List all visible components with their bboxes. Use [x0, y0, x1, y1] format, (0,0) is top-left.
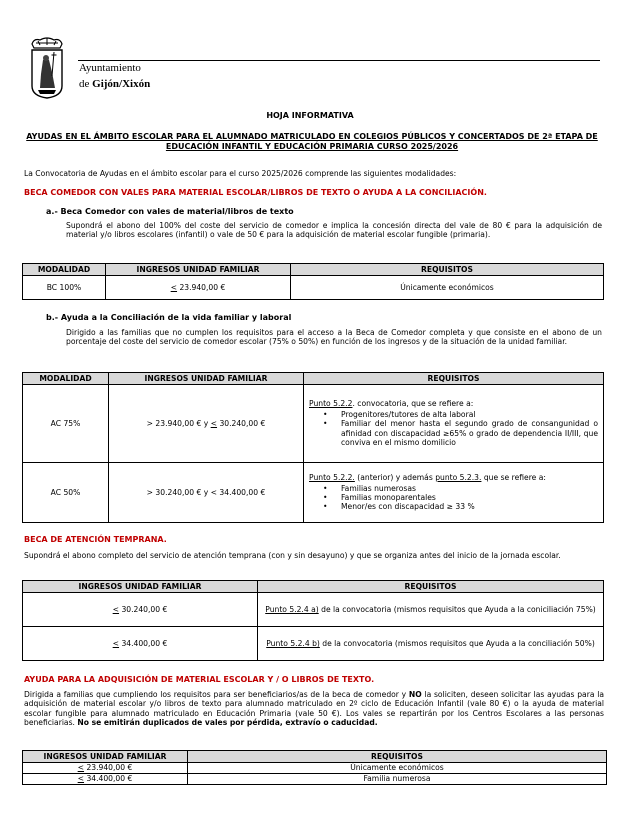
list-item: • Familias numerosas	[323, 484, 598, 493]
table-row	[23, 774, 607, 785]
link-punto-5-2-4-a[interactable]: Punto 5.2.4 a)	[265, 604, 319, 614]
link-punto-5-2-2[interactable]: Punto 5.2.2	[309, 399, 353, 409]
table-row	[23, 463, 604, 523]
document-title: HOJA INFORMATIVA	[266, 111, 354, 120]
table-row	[23, 627, 604, 661]
list-item: • Familias monoparentales	[323, 493, 598, 502]
list-item: • Menor/es con discapacidad ≥ 33 %	[323, 502, 598, 511]
table-row	[23, 385, 604, 463]
header-ingresos: INGRESOS UNIDAD FAMILIAR	[23, 581, 258, 593]
cell-modalidad: BC 100%	[23, 276, 106, 300]
cell-ingresos: < 30.240,00 €	[23, 593, 258, 627]
link-punto-5-2-2[interactable]: Punto 5.2.2.	[309, 473, 355, 483]
cell-ingresos: > 30.240,00 € y < 34.400,00 €	[109, 463, 304, 523]
section-heading-material-escolar: AYUDA PARA LA ADQUISICIÓN DE MATERIAL ESCOLAR Y / O LIBROS DE TEXTO.	[24, 675, 375, 684]
cell-ingresos: < 23.940,00 €	[106, 276, 291, 300]
header-ingresos: INGRESOS UNIDAD FAMILIAR	[109, 373, 304, 385]
org-name-line1: Ayuntamiento	[79, 62, 141, 74]
coat-of-arms-icon	[28, 36, 66, 100]
requisitos-list	[309, 410, 598, 448]
table-row	[23, 593, 604, 627]
header-ingresos: INGRESOS UNIDAD FAMILIAR	[23, 751, 188, 763]
header-requisitos: REQUISITOS	[188, 751, 607, 763]
table-conciliacion	[22, 372, 604, 523]
table-header-row	[23, 373, 604, 385]
table-atencion-temprana	[22, 580, 604, 661]
header-modalidad: MODALIDAD	[23, 373, 109, 385]
cell-modalidad: AC 75%	[23, 385, 109, 463]
subsection-heading-b: b.- Ayuda a la Conciliación de la vida familiar y laboral	[46, 313, 292, 322]
section-heading-atencion-temprana: BECA DE ATENCIÓN TEMPRANA.	[24, 535, 167, 544]
org-name-line2: de Gijón/Xixón	[79, 78, 151, 90]
section2-text: Supondrá el abono completo del servicio de atención temprana (con y sin desayuno) y que se organiza antes del inicio de la jornada escolar.	[24, 551, 561, 560]
table-row	[23, 763, 607, 774]
table-row	[23, 276, 604, 300]
cell-ingresos: < 34.400,00 €	[23, 774, 188, 785]
section3-text: Dirigida a familias que cumpliendo los requisitos para ser beneficiarios/as de la beca de comedor y NO la soliciten, deseen solicitar las ayudas para la adquisición de material escolar y/o libros de texto para alumnado matriculado en 2º ciclo de Educación Infantil (vale 80 €) o la ayuda de material escolar fungible para alumnado matriculado en Educación Primaria (vale 50 €). Los vales se repartirán por los Centros Escolares a las personas beneficiarias. No se emitirán duplicados de vales por pérdida, extravío o caducidad.	[24, 690, 604, 728]
header-requisitos: REQUISITOS	[304, 373, 604, 385]
cell-requisitos: Punto 5.2.4 b) de la convocatoria (mismos requisitos que Ayuda a la conciliación 50%)	[258, 627, 604, 661]
header-ingresos: INGRESOS UNIDAD FAMILIAR	[106, 264, 291, 276]
cell-requisitos: Únicamente económicos	[188, 763, 607, 774]
table-header-row	[23, 751, 607, 763]
header-requisitos: REQUISITOS	[291, 264, 604, 276]
requisitos-list	[309, 484, 598, 512]
table-header-row	[23, 581, 604, 593]
table-beca-comedor	[22, 263, 604, 300]
cell-ingresos: < 23.940,00 €	[23, 763, 188, 774]
intro-text: La Convocatoria de Ayudas en el ámbito escolar para el curso 2025/2026 comprende las siguientes modalidades:	[24, 169, 457, 178]
subsection-heading-a: a.- Beca Comedor con vales de material/libros de texto	[46, 207, 294, 216]
table-header-row	[23, 264, 604, 276]
link-punto-5-2-3[interactable]: punto 5.2.3.	[435, 473, 482, 483]
cell-requisitos: Punto 5.2.2. (anterior) y además punto 5.2.3. que se refiere a: • Familias numerosas • Familias monoparentales • Menor/es con discapacidad ≥ 33 %	[304, 463, 604, 523]
section-heading-beca-comedor: BECA COMEDOR CON VALES PARA MATERIAL ESCOLAR/LIBROS DE TEXTO O AYUDA A LA CONCILIACIÓN.	[24, 188, 487, 197]
cell-ingresos: > 23.940,00 € y < 30.240,00 €	[109, 385, 304, 463]
cell-requisitos: Únicamente económicos	[291, 276, 604, 300]
document-subtitle: AYUDAS EN EL ÁMBITO ESCOLAR PARA EL ALUMNADO MATRICULADO EN COLEGIOS PÚBLICOS Y CONCERTADOS DE 2ª ETAPA DE EDUCACIÓN INFANTIL Y EDUCACIÓN PRIMARIA CURSO 2025/2026	[26, 132, 598, 152]
cell-requisitos: Punto 5.2.4 a) de la convocatoria (mismos requisitos que Ayuda a la coniciliación 75%)	[258, 593, 604, 627]
cell-modalidad: AC 50%	[23, 463, 109, 523]
list-item: • Progenitores/tutores de alta laboral	[323, 410, 598, 419]
subsection-a-text: Supondrá el abono del 100% del coste del servicio de comedor e implica la concesión directa del vale de 80 € para la adquisición de material y/o libros escolares (infantil) o vale de 50 € para la adquisición de material escolar fungible (primaria).	[66, 221, 602, 240]
header-requisitos: REQUISITOS	[258, 581, 604, 593]
header-modalidad: MODALIDAD	[23, 264, 106, 276]
link-punto-5-2-4-b[interactable]: Punto 5.2.4 b)	[266, 638, 320, 648]
cell-requisitos: Familia numerosa	[188, 774, 607, 785]
header-rule	[78, 60, 600, 61]
cell-ingresos: < 34.400,00 €	[23, 627, 258, 661]
cell-requisitos: Punto 5.2.2. convocatoria, que se refiere a: • Progenitores/tutores de alta laboral • Familiar del menor hasta el segundo grado de consangunidad o afinidad con discapacidad ≥65% o grado de dependencia II/III, que conviva en el mismo domilicio	[304, 385, 604, 463]
subsection-b-text: Dirigido a las familias que no cumplen los requisitos para el acceso a la Beca de Comedor completa y que consiste en el abono de un porcentaje del coste del servicio de comedor escolar (75% o 50%) en función de los ingresos y de la situación de la unidad familiar.	[66, 328, 602, 347]
list-item: • Familiar del menor hasta el segundo grado de consangunidad o afinidad con discapacidad ≥65% o grado de dependencia II/III, que conviva en el mismo domilicio	[323, 419, 598, 447]
table-material-escolar	[22, 750, 607, 785]
